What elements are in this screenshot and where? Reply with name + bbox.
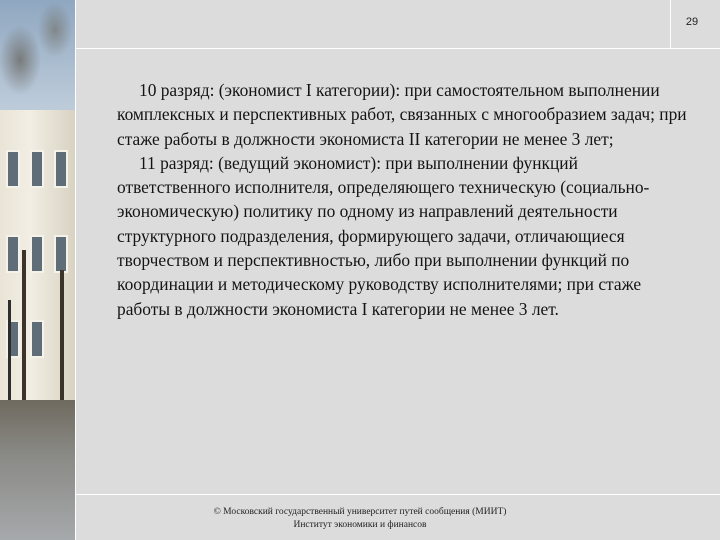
page-number-divider: [670, 0, 671, 48]
paragraph-grade-10: 10 разряд: (экономист I категории): при самостоятельном выполнении комплексных и перспективных работ, связанных с многообразием задач; при стаже работы в должности экономиста II категории не менее 3 лет;: [117, 80, 687, 149]
window: [30, 320, 44, 358]
divider-bottom: [75, 494, 720, 495]
window: [6, 235, 20, 273]
window: [30, 150, 44, 188]
ground: [0, 400, 75, 540]
slide-body: [117, 78, 689, 321]
footer-institute: Институт экономики и финансов: [293, 520, 427, 530]
window: [54, 235, 68, 273]
footer-university: © Московский государственный университет путей сообщения (МИИТ): [213, 507, 507, 517]
tree-trunk: [60, 270, 64, 400]
window: [30, 235, 44, 273]
tree-trunk: [22, 250, 26, 400]
divider-vertical: [75, 0, 76, 540]
paragraph-grade-11: 11 разряд: (ведущий экономист): при выполнении функций ответственного исполнителя, определяющего техническую (социально-экономическую) политику по одному из направлений деятельности структурного подразделения, формирующего задачи, отличающиеся творчеством и перспективностью, либо при выполнении функций по координации и методическому руководству исполнителями; при стаже работы в должности экономиста I категории не менее 3 лет.: [117, 152, 650, 319]
window: [6, 150, 20, 188]
window: [54, 150, 68, 188]
page-number: 29: [685, 16, 699, 28]
building-photo: [0, 0, 75, 540]
footer: [150, 506, 570, 532]
divider-top: [75, 48, 720, 49]
street-lamp: [8, 300, 11, 400]
